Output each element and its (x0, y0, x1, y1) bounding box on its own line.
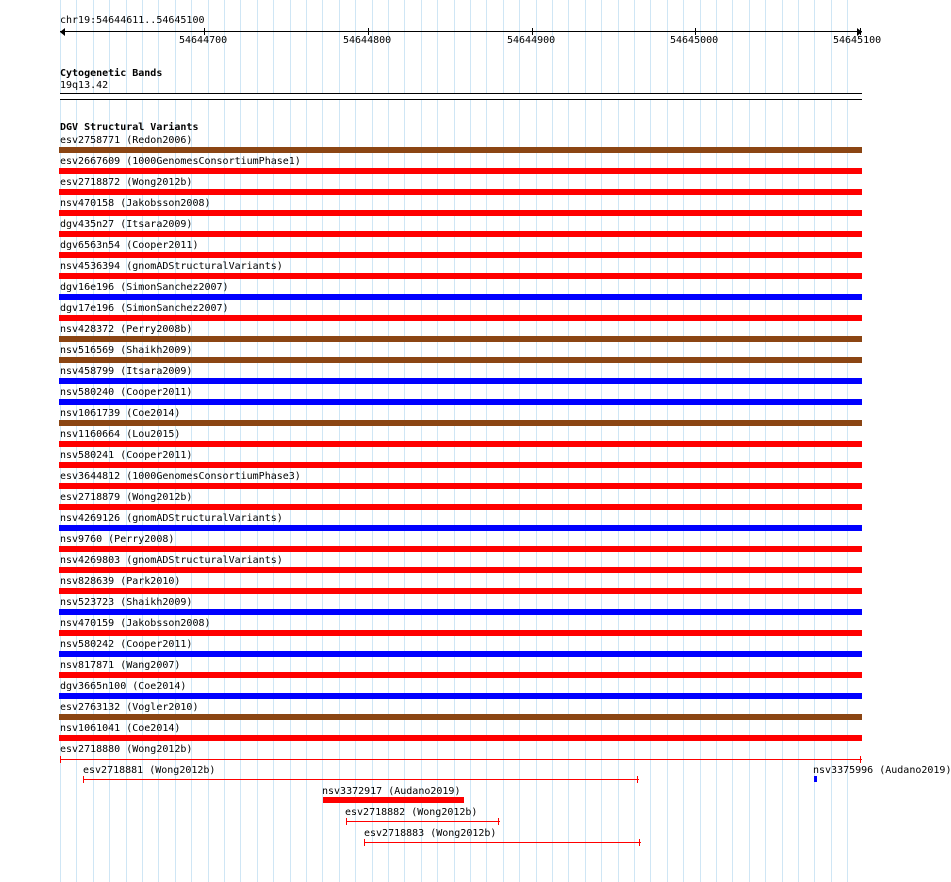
variant-feature-esv2718880[interactable] (60, 756, 862, 763)
cytoband-label: 19q13.42 (60, 80, 109, 91)
variant-bar[interactable] (59, 525, 862, 531)
variant-end-tick (639, 839, 640, 846)
variant-label[interactable]: dgv435n27 (Itsara2009) (60, 219, 193, 230)
variant-label[interactable]: nsv580242 (Cooper2011) (60, 639, 193, 650)
ruler-tick-label: 54645100 (833, 35, 882, 46)
cytoband-bar[interactable] (60, 93, 862, 100)
variant-bar[interactable] (59, 504, 862, 510)
variant-bar[interactable] (59, 714, 862, 720)
ruler-tick (532, 28, 533, 35)
variant-feature-esv2718881[interactable] (83, 776, 639, 783)
variant-bar[interactable] (59, 588, 862, 594)
variant-label[interactable]: nsv9760 (Perry2008) (60, 534, 175, 545)
variant-label[interactable]: esv2718879 (Wong2012b) (60, 492, 193, 503)
ruler-tick (860, 28, 861, 35)
ruler-line (60, 31, 862, 32)
variant-bar[interactable] (59, 147, 862, 153)
variant-label-esv2718883[interactable]: esv2718883 (Wong2012b) (364, 828, 497, 839)
variant-end-tick (637, 776, 638, 783)
ruler-tick (695, 28, 696, 35)
variant-feature-esv2718882[interactable] (346, 818, 500, 825)
variant-label-esv2718881[interactable]: esv2718881 (Wong2012b) (83, 765, 216, 776)
variant-feature-nsv3375996[interactable] (814, 776, 817, 782)
variant-start-tick (60, 756, 61, 763)
variant-label[interactable]: esv2758771 (Redon2006) (60, 135, 193, 146)
variant-label-nsv3372917[interactable]: nsv3372917 (Audano2019) (322, 786, 461, 797)
arrow-left-icon (60, 28, 65, 36)
variant-label[interactable]: esv2718872 (Wong2012b) (60, 177, 193, 188)
variant-label[interactable]: nsv828639 (Park2010) (60, 576, 181, 587)
variant-end-tick (860, 756, 861, 763)
variant-label[interactable]: nsv4269803 (gnomADStructuralVariants) (60, 555, 283, 566)
variant-bar[interactable] (59, 420, 862, 426)
variant-bar[interactable] (59, 336, 862, 342)
variant-label[interactable]: dgv17e196 (SimonSanchez2007) (60, 303, 229, 314)
variant-bar[interactable] (59, 609, 862, 615)
variant-label[interactable]: nsv516569 (Shaikh2009) (60, 345, 193, 356)
variant-label[interactable]: nsv4536394 (gnomADStructuralVariants) (60, 261, 283, 272)
variant-bar[interactable] (59, 189, 862, 195)
variant-label[interactable]: nsv1061739 (Coe2014) (60, 408, 181, 419)
ruler-tick-label: 54644700 (179, 35, 228, 46)
variant-label[interactable]: esv2763132 (Vogler2010) (60, 702, 199, 713)
variant-line (83, 779, 639, 780)
variant-bar[interactable] (59, 399, 862, 405)
variant-label[interactable]: nsv817871 (Wang2007) (60, 660, 181, 671)
variant-bar[interactable] (59, 252, 862, 258)
variant-bar[interactable] (59, 567, 862, 573)
variant-label[interactable]: nsv428372 (Perry2008b) (60, 324, 193, 335)
ruler-tick (204, 28, 205, 35)
variant-label[interactable]: nsv470158 (Jakobsson2008) (60, 198, 211, 209)
variant-bar[interactable] (59, 672, 862, 678)
variant-bar[interactable] (59, 378, 862, 384)
variant-line (346, 821, 500, 822)
variant-start-tick (83, 776, 84, 783)
variant-line (60, 759, 862, 760)
ruler-tick-label: 54644900 (507, 35, 556, 46)
variant-bar[interactable] (59, 441, 862, 447)
variant-feature-esv2718883[interactable] (364, 839, 641, 846)
variant-label[interactable]: nsv580241 (Cooper2011) (60, 450, 193, 461)
variant-label[interactable]: dgv6563n54 (Cooper2011) (60, 240, 199, 251)
variant-bar[interactable] (59, 168, 862, 174)
variant-label[interactable]: nsv470159 (Jakobsson2008) (60, 618, 211, 629)
ruler-tick-label: 54645000 (670, 35, 719, 46)
variant-label[interactable]: nsv1160664 (Lou2015) (60, 429, 181, 440)
variant-feature-nsv3372917[interactable] (323, 797, 464, 803)
variant-bar[interactable] (59, 462, 862, 468)
variant-label-esv2718880[interactable]: esv2718880 (Wong2012b) (60, 744, 193, 755)
variant-label[interactable]: nsv523723 (Shaikh2009) (60, 597, 193, 608)
variant-bar[interactable] (59, 294, 862, 300)
variant-bar[interactable] (59, 693, 862, 699)
variant-label[interactable]: nsv458799 (Itsara2009) (60, 366, 193, 377)
ruler-tick (368, 28, 369, 35)
variant-label[interactable]: esv3644812 (1000GenomesConsortiumPhase3) (60, 471, 301, 482)
variant-bar[interactable] (59, 273, 862, 279)
cytoband-track-title: Cytogenetic Bands (60, 68, 163, 79)
variant-bar[interactable] (59, 231, 862, 237)
variant-label-nsv3375996[interactable]: nsv3375996 (Audano2019) (813, 765, 951, 776)
variant-label[interactable]: dgv16e196 (SimonSanchez2007) (60, 282, 229, 293)
variant-bar[interactable] (59, 483, 862, 489)
variant-label[interactable]: dgv3665n100 (Coe2014) (60, 681, 187, 692)
variant-end-tick (498, 818, 499, 825)
variant-bar[interactable] (59, 315, 862, 321)
variant-bar[interactable] (59, 651, 862, 657)
dgv-track-title: DGV Structural Variants (60, 122, 199, 133)
variant-label-esv2718882[interactable]: esv2718882 (Wong2012b) (345, 807, 478, 818)
variant-bar[interactable] (59, 735, 862, 741)
variant-label[interactable]: esv2667609 (1000GenomesConsortiumPhase1) (60, 156, 301, 167)
variant-bar[interactable] (59, 357, 862, 363)
variant-label[interactable]: nsv1061041 (Coe2014) (60, 723, 181, 734)
variant-bar[interactable] (59, 210, 862, 216)
ruler-tick-label: 54644800 (343, 35, 392, 46)
ruler-position-label: chr19:54644611..54645100 (60, 15, 205, 26)
variant-bar[interactable] (59, 546, 862, 552)
variant-label[interactable]: nsv580240 (Cooper2011) (60, 387, 193, 398)
variant-start-tick (346, 818, 347, 825)
variant-label[interactable]: nsv4269126 (gnomADStructuralVariants) (60, 513, 283, 524)
variant-line (364, 842, 641, 843)
variant-bar[interactable] (59, 630, 862, 636)
variant-start-tick (364, 839, 365, 846)
